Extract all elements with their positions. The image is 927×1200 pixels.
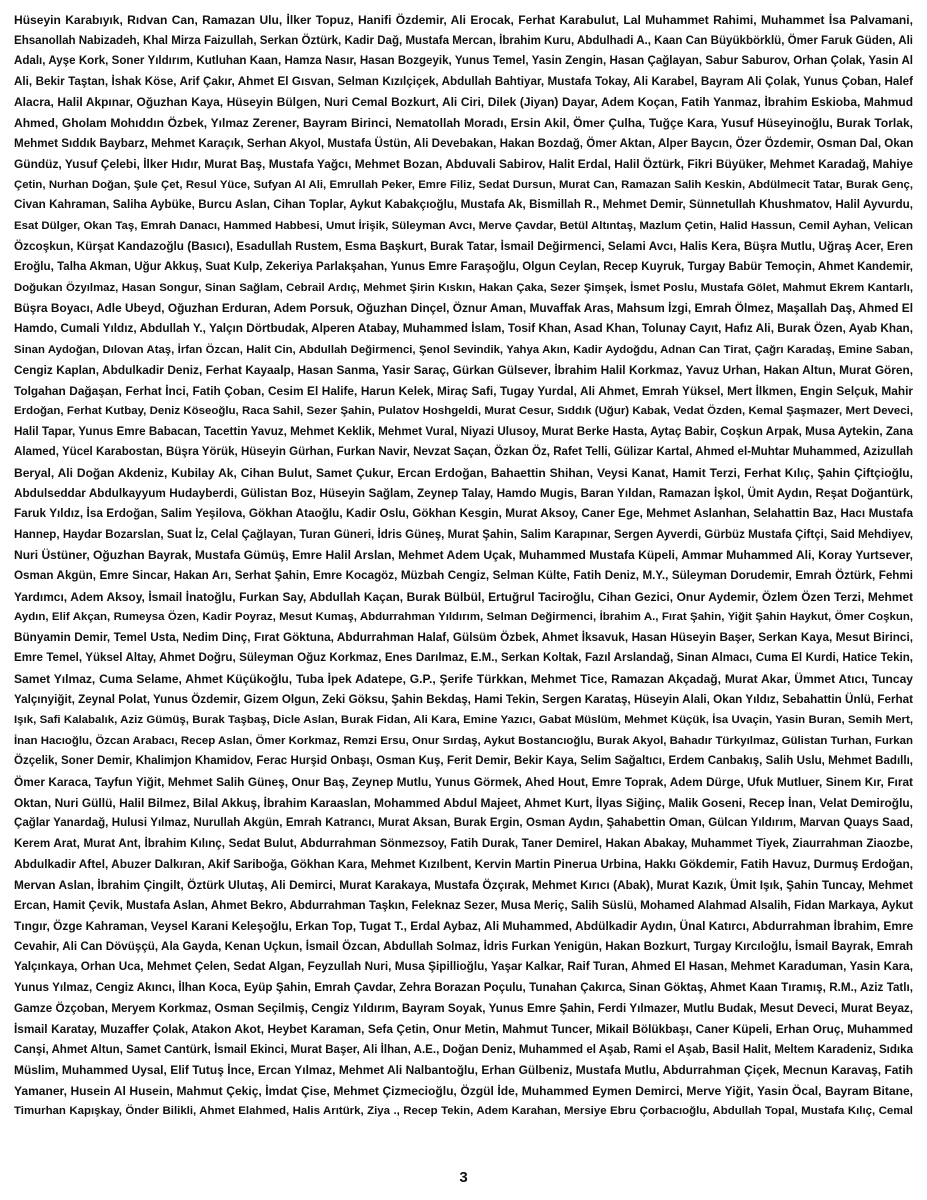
text-line: Beryal, Ali Doğan Akdeniz, Kubilay Ak, Cihan Bulut, Samet Çukur, Ercan Erdoğan, Bahaettin Shihan, Veysi Kanat, Hamit Terzi, Ferhat Kılıç, Şahin Çiftçioğlu, [14, 466, 913, 481]
text-line: Erdoğan, Ferhat Kutbay, Deniz Köseoğlu, Raca Sahil, Sezer Şahin, Pulatov Hoshgeldi, Murat Cesur, Sıddık (Uğur) Kabak, Vedat Özden, Kemal Şaşmazer, Mert Deveci, [14, 405, 913, 418]
text-line: Ercan, Hamit Çevik, Mustafa Aslan, Ahmet Bekro, Abdurrahman Taşkın, Feleknaz Sezer, Musa Meriç, Salih Süslü, Mohamed Alahmad Alsalih, Fidan Markaya, Aykut [14, 898, 913, 912]
text-line: Osman Akgün, Emre Sincar, Hakan Arı, Serhat Şahin, Emre Kocagöz, Müzbah Cengiz, Selman Külte, Fatih Deniz, M.Y., Süleyman Dorudemir, Emrah Öztürk, Fehmi [14, 569, 913, 583]
text-line: Yardımcı, Adem Aksoy, İsmail İnatoğlu, Furkan Say, Abdullah Kaçan, Burak Bülbül, Ertuğrul Taciroğlu, Cihan Gezici, Onur Aydemir, Özlem Özen Terzi, Mehmet [14, 589, 913, 604]
text-line: Mervan Aslan, İbrahim Çingilt, Öztürk Ulutaş, Ali Demirci, Murat Karakaya, Mustafa Özçırak, Mehmet Kırıcı (Abak), Murat Kazık, Ümit Işık, Şahin Tuncay, Mehmet [14, 877, 913, 892]
text-line: İnan Hacıoğlu, Özcan Arabacı, Recep Aslan, Ömer Korkmaz, Remzi Ersu, Onur Sırdaş, Aykut Bostancıoğlu, Burak Akyol, Bahadır Türkyılmaz, Gülistan Turhan, Furkan [14, 734, 913, 747]
text-line: Ehsanollah Nabizadeh, Khal Mirza Faizullah, Serkan Öztürk, Kadir Dağ, Mustafa Mercan, İbrahim Kuru, Abdulhadi A., Kaan Can Büyükbörklü, Ömer Faruk Güden, Ali [14, 34, 913, 47]
text-line: Hamdo, Cumali Yıldız, Abdullah Y., Yalçın Dörtbudak, Alperen Atabay, Muhammed İslam, Tosif Khan, Asad Khan, Tolunay Cayıt, Hafız Ali, Burak Özen, Ayab Khan, [14, 321, 913, 335]
text-line: Faruk Yıldız, İsa Erdoğan, Salim Yeşilova, Gökhan Ataoğlu, Kadir Oslu, Gökhan Kesgin, Murat Aksoy, Caner Ege, Mehmet Aslanhan, Selahattin Baz, Hacı Mustafa [14, 507, 913, 521]
text-line: Hüseyin Karabıyık, Rıdvan Can, Ramazan Ulu, İlker Topuz, Hanifi Özdemir, Ali Erocak, Ferhat Karabulut, Lal Muhammet Rahimi, Muhammet İsa Palvamani, [14, 13, 913, 27]
text-line: Doğukan Özyılmaz, Hasan Songur, Sinan Sağlam, Cebrail Ardıç, Mehmet Şirin Kıskın, Hakan Çaka, Sezer Şimşek, İsmet Poslu, Mustafa Gölet, Mahmut Ekrem Kantarlı, [14, 281, 913, 294]
text-line: Emre Temel, Yüksel Altay, Ahmet Doğru, Süleyman Oğuz Korkmaz, Enes Darılmaz, E.M., Serkan Koltak, Fazıl Arslandağ, Sinan Almacı, Cuma El Kurdi, Hatice Tekin, [14, 652, 913, 665]
text-line: Tıngır, Özge Kahraman, Veysel Karani Keleşoğlu, Erkan Top, Tugat T., Erdal Aybaz, Ali Muhammed, Abdülkadir Aydın, Ünal Katırcı, Abdurrahman İbrahim, Emre [14, 919, 913, 934]
text-line: Civan Kahraman, Saliha Aybüke, Burcu Aslan, Cihan Toplar, Aykut Kabakçıoğlu, Mustafa Ak, Bismillah R., Mehmet Demir, Sünnetullah Khushmatov, Halil Ayvurdu, [14, 198, 913, 212]
text-line: Yamaner, Husein Al Husein, Mahmut Çekiç, İmdat Çise, Mehmet Çizmecioğlu, Özgül İde, Muhammed Eymen Demirci, Merve Yiğit, Yasin Öcal, Bayram Bitane, [14, 1083, 913, 1098]
text-line: Esat Dülger, Okan Taş, Emrah Danacı, Hammed Habbesi, Umut İrişik, Süleyman Avcı, Merve Çavdar, Betül Altıntaş, Mazlum Çetin, Halid Hassun, Cemil Ayhan, Velican [14, 219, 913, 232]
text-line: Adalı, Ayşe Kork, Soner Yıldırım, Kutluhan Kaan, Hamza Nasır, Hasan Bozgeyik, Yunus Temel, Yasin Zengin, Hasan Çağlayan, Sabur Saburov, Orhan Çolak, Yasin Al [14, 55, 913, 68]
text-line: Cengiz Kaplan, Abdulkadir Deniz, Ferhat Kayaalp, Hasan Sanma, Yasir Saraç, Gürkan Gülsever, İbrahim Halil Korkmaz, Yavuz Urhan, Hakan Altun, Murat Gören, [14, 363, 913, 378]
text-line: Tolgahan Dağaşan, Ferhat İnci, Fatih Çoban, Cesim El Halife, Harun Kelek, Miraç Safi, Tugay Yurdal, Ali Ahmet, Emrah Yüksel, Mert İlkmen, Engin Selçuk, Mahir [14, 383, 913, 398]
text-line: Büşra Boyacı, Adle Ubeyd, Oğuzhan Erduran, Adem Porsuk, Oğuzhan Dinçel, Öznur Aman, Muvaffak Aras, Mahsum İzgi, Emrah Ölmez, Maşallah Daş, Ahmed El [14, 301, 913, 316]
text-line: Kerem Arat, Murat Ant, İbrahim Kılınç, Sedat Bulut, Abdurrahman Sönmezsoy, Fatih Durak, Taner Demirel, Hakan Abakay, Muhammet Tiyek, Ziaurrahman Ziaozbe, [14, 836, 913, 850]
names-list-paragraph [14, 10, 913, 1120]
text-line: Halil Tapar, Yunus Emre Babacan, Tacettin Yavuz, Mehmet Keklik, Mehmet Vural, Niyazi Ulusoy, Murat Berke Hasta, Aytaç Babir, Coşkun Arpak, Musa Aytekin, Zana [14, 424, 913, 438]
text-line: Özçelik, Soner Demir, Khalimjon Khamidov, Ferac Hurşid Onbaşı, Osman Kuş, Ferit Demir, Bekir Kaya, Selim Sağaltıcı, Erdem Canbakış, Salih Uslu, Mehmet Badıllı, [14, 755, 913, 768]
text-line: Yunus Yılmaz, Cengiz Akıncı, İlhan Koca, Eyüp Şahin, Emrah Çavdar, Zehra Borazan Poçulu, Tunahan Çakırca, Sinan Göktaş, Ahmet Kaan Tıramış, R.M., Aziz Tatlı, [14, 980, 913, 994]
text-line: İsmail Karatay, Muzaffer Çolak, Atakon Akot, Heybet Karaman, Sefa Çetin, Onur Metin, Mahmut Tuncer, Mikail Bölükbaşı, Caner Küpeli, Erhan Oruç, Muhammed [14, 1022, 913, 1037]
text-line: Özcoşkun, Kürşat Kandazoğlu (Basıcı), Esadullah Rustem, Esma Başkurt, Burak Tatar, İsmail Değirmenci, Selami Avcı, Halis Kera, Büşra Mutlu, Uğraş Acer, Eren [14, 239, 913, 253]
text-line: Gündüz, Yusuf Çelebi, İlker Hıdır, Murat Baş, Mustafa Yağcı, Mehmet Bozan, Abduvali Sabirov, Halit Erdal, Halil Öztürk, Fikri Büyüker, Mehmet Karadağ, Mahiye [14, 157, 913, 172]
text-line: Eroğlu, Talha Akman, Uğur Akkuş, Suat Kulp, Zekeriya Parlakşahan, Yunus Emre Faraşoğlu, Olgun Ceylan, Recep Kuyruk, Turgay Babür Temoçin, Ahmet Kandemir, [14, 261, 913, 274]
text-line: Bünyamin Demir, Temel Usta, Nedim Dinç, Fırat Göktuna, Abdurrahman Halaf, Gülsüm Özbek, Ahmet İksavuk, Hasan Hüseyin Başer, Serkan Kaya, Mesut Birinci, [14, 630, 913, 644]
text-line: Sinan Aydoğan, Dılovan Ataş, İrfan Özcan, Halit Cin, Abdullah Değirmenci, Şenol Sevindik, Yahya Akın, Kadir Aydoğdu, Adnan Can Tirat, Çağrı Karadaş, Emine Saban, [14, 343, 913, 356]
text-line: Aydın, Elif Akçan, Rumeysa Özen, Kadir Poyraz, Mesut Kumaş, Abdurrahman Yıldırım, Selman Değirmenci, İbrahim A., Fırat Şahin, Yiğit Şahin Haykut, Ömer Coşkun, [14, 611, 913, 624]
text-line: Ali, Bekir Taştan, İshak Köse, Arif Çakır, Ahmet El Gısvan, Selman Kızılçiçek, Abdullah Bahtiyar, Mustafa Tokay, Ali Karabel, Bayram Ali Çolak, Yunus Çoban, Halef [14, 74, 913, 88]
text-line: Yalçınyiğit, Zeynal Polat, Yunus Özdemir, Gizem Olgun, Zeki Göksu, Şahin Bekdaş, Hami Tekin, Sergen Karataş, Hüseyin Alali, Okan Yıldız, Sebahattin Ünlü, Ferhat [14, 692, 913, 706]
text-line: Ömer Karaca, Tayfun Yiğit, Mehmet Salih Güneş, Onur Baş, Zeynep Mutlu, Yunus Görmek, Ahed Hout, Emre Toprak, Adem Dürge, Ufuk Mutluer, Sinem Kır, Fırat [14, 774, 913, 789]
text-line: Müslim, Muhammed Uysal, Elif Tutuş İnce, Ercan Yılmaz, Mehmet Ali Nalbantoğlu, Erhan Gülbeniz, Mustafa Mutlu, Abdurrahman Çiçek, Mecnun Karavaş, Fatih [14, 1063, 913, 1078]
text-line: Çetin, Nurhan Doğan, Şule Çet, Resul Yüce, Sufyan Al Ali, Emrullah Peker, Emre Filiz, Sedat Dursun, Murat Can, Ramazan Salih Keskin, Abdülmecit Tatar, Burak Genç, [14, 178, 913, 191]
document-page [14, 10, 913, 1190]
text-line: Abdulseddar Abdulkayyum Hudayberdi, Gülistan Boz, Hüseyin Sağlam, Zeynep Talay, Hamdo Mugis, Baran Yıldan, Ramazan İşkol, Ümit Aydın, Reşat Doğantürk, [14, 486, 913, 500]
text-line: Gamze Özçoban, Meryem Korkmaz, Osman Seçilmiş, Cengiz Yıldırım, Bayram Soyak, Yunus Emre Şahin, Ferdi Yılmazer, Mutlu Budak, Mesut Deveci, Murat Beyaz, [14, 1001, 913, 1015]
text-line: Mehmet Sıddık Baybarz, Mehmet Karaçık, Serhan Akyol, Mustafa Üstün, Ali Devebakan, Hakan Bozdağ, Ömer Aktan, Alper Baycın, Özer Özdemir, Osman Dal, Okan [14, 136, 913, 150]
text-line: Ahmed, Gholam Mohıddın Özbek, Yılmaz Zerener, Bayram Birinci, Nematollah Moradı, Ersin Akil, Ömer Çulha, Tuğçe Kara, Yusuf Hüseyinoğlu, Burak Torlak, [14, 115, 913, 130]
text-line: Yalçınkaya, Orhan Uca, Mehmet Çelen, Sedat Algan, Feyzullah Nuri, Musa Şipillioğlu, Yaşar Kalkar, Raif Turan, Ahmed El Hasan, Mehmet Karaduman, Yasin Kara, [14, 960, 913, 974]
text-line: Samet Yılmaz, Cuma Selame, Ahmet Küçükoğlu, Tuba İpek Adatepe, G.P., Şerife Türkkan, Mehmet Tice, Ramazan Akçadağ, Murat Akar, Ümmet Atıcı, Tuncay [14, 672, 913, 686]
text-line: Alamed, Yücel Karabostan, Büşra Yörük, Hüseyin Gürhan, Furkan Navir, Nevzat Saçan, Özkan Öz, Rafet Telli, Gülizar Kartal, Ahmed el-Muhtar Muhammed, Azizullah [14, 446, 913, 459]
text-line: Timurhan Kapışkay, Önder Bilikli, Ahmet Elahmed, Halis Arıtürk, Ziya ., Recep Tekin, Adem Karahan, Mersiye Ebru Çorbacıoğlu, Abdullah Topal, Mustafa Kılıç, Cemal [14, 1105, 913, 1118]
text-line: Işık, Safi Kalabalık, Aziz Gümüş, Burak Taşbaş, Dicle Aslan, Burak Fidan, Ali Kara, Emine Yazıcı, Gabat Müslüm, Mehmet Küçük, İsa Uvaçin, Yasin Buran, Semih Mert, [14, 714, 913, 727]
text-line: Abdulkadir Aftel, Abuzer Dalkıran, Akif Sariboğa, Gökhan Kara, Mehmet Kızılbent, Kervin Martin Pinerua Urbina, Hakkı Gökdemir, Fatih Havuz, Durmuş Erdoğan, [14, 857, 913, 872]
text-line: Cevahir, Ali Can Dövüşçü, Ala Gayda, Kenan Uçkun, İsmail Özcan, Abdullah Solmaz, İdris Furkan Yenigün, Hakan Bozkurt, Turgay Kırcıloğlu, İsmail Bayrak, Emrah [14, 939, 913, 953]
text-line: Oktan, Nuri Güllü, Halil Bilmez, Bilal Akkuş, İbrahim Karaaslan, Mohammed Abdul Majeet, Ahmet Kurt, İlyas Siğinç, Malik Goseni, Recep İnan, Velat Demiroğlu, [14, 795, 913, 810]
text-line: Alacra, Halil Akpınar, Oğuzhan Kaya, Hüseyin Bülgen, Nuri Cemal Bozkurt, Ali Ciri, Dilek (Jiyan) Dayar, Adem Koçan, Fatih Yanmaz, İbrahim Eskioba, Mahmud [14, 95, 913, 110]
text-line: Nuri Üstüner, Oğuzhan Bayrak, Mustafa Gümüş, Emre Halil Arslan, Mehmet Adem Uçak, Muhammed Mustafa Küpeli, Ammar Muhammed Ali, Koray Yurtsever, [14, 548, 913, 563]
text-line: Canşi, Ahmet Altun, Samet Cantürk, İsmail Ekinci, Murat Başer, Ali İlhan, A.E., Doğan Deniz, Muhammed el Aşab, Rami el Aşab, Basil Halit, Meltem Karadeniz, Sıdıka [14, 1043, 913, 1056]
text-line: Hannep, Haydar Bozarslan, Suat İz, Celal Çağlayan, Turan Güneri, İdris Güneş, Murat Şahin, Salim Karapınar, Sergen Ayverdi, Gürbüz Mustafa Çiftçi, Said Mehdiyev, [14, 528, 913, 541]
text-line: Çağlar Yanardağ, Hulusi Yılmaz, Nurullah Akgün, Emrah Katrancı, Murat Aksan, Burak Ergin, Osman Aydın, Şahabettin Oman, Gülcan Yıldırım, Marvan Quays Saad, [14, 817, 913, 830]
page-number: 3 [459, 1169, 468, 1186]
